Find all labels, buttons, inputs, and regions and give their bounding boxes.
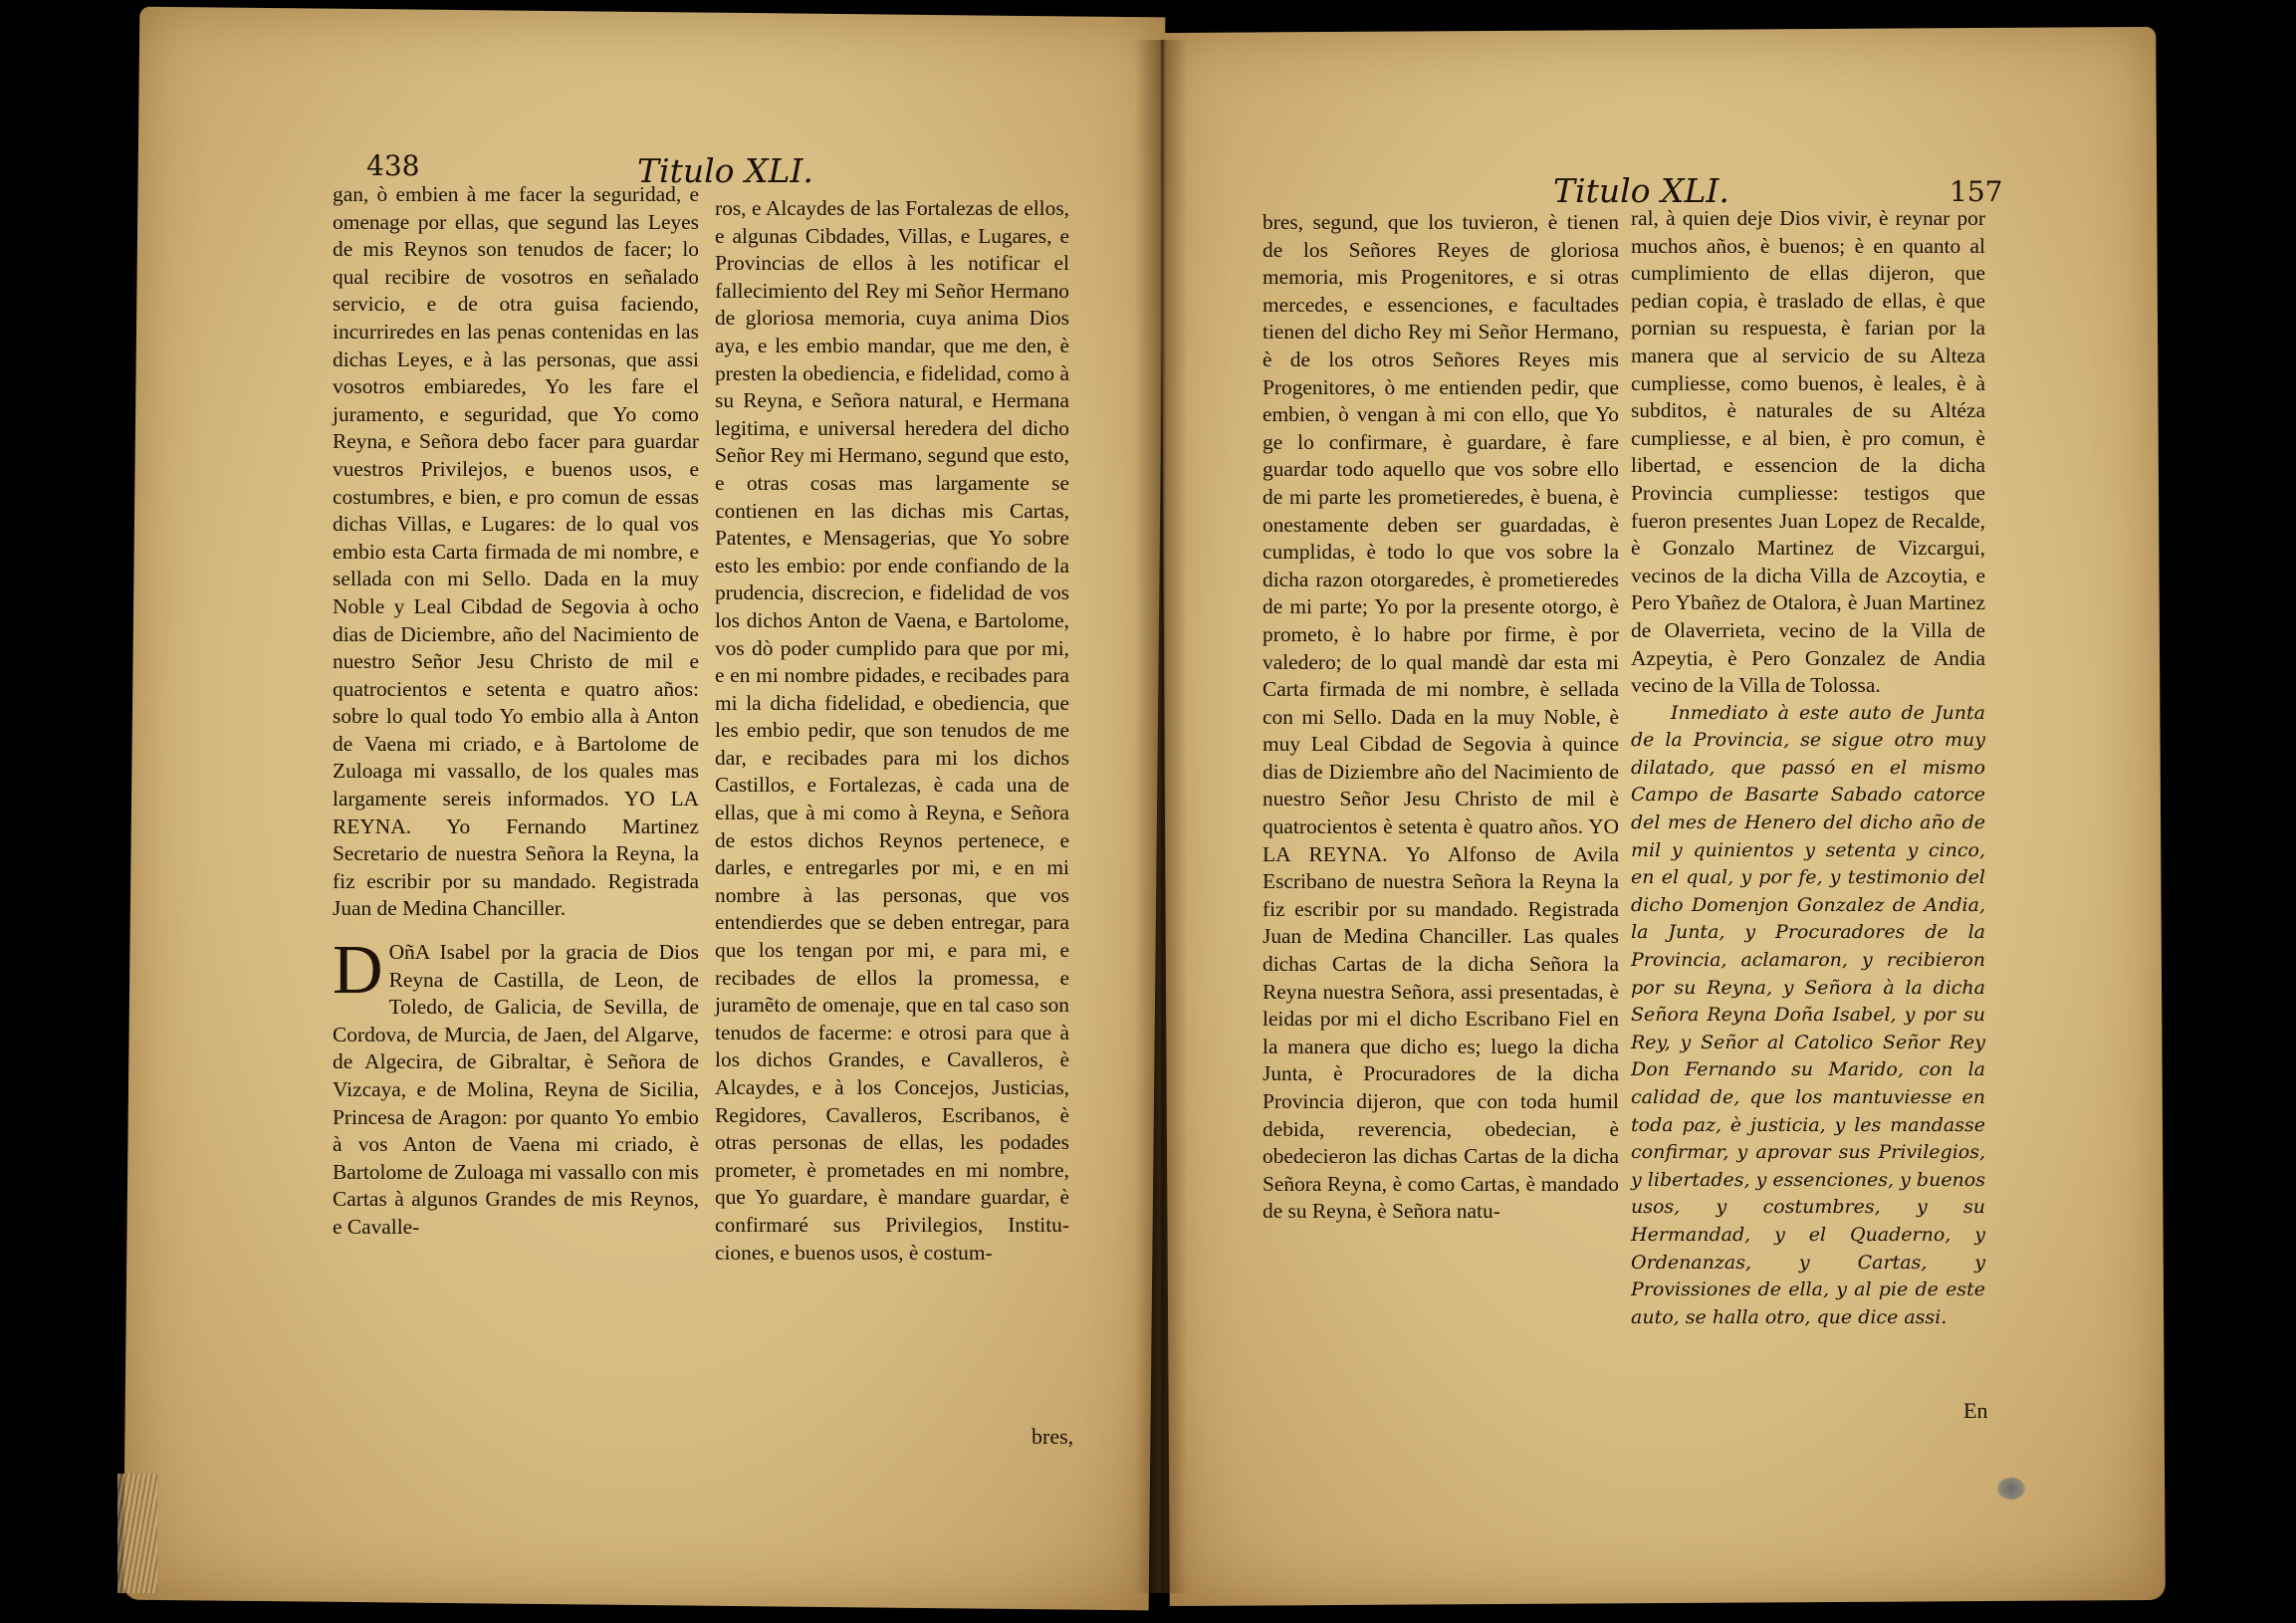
page-edges (117, 1474, 157, 1593)
right-page-column-2 (1631, 205, 1985, 1331)
text-paragraph: gan, ò embien à me facer la seguridad, e omenage por ellas, que segund las Leyes de mis Reynos son tenudos de facer; lo qual recibire de vosotros en señalado servicio, e de otra guisa faciendo, incurriredes en las penas contenidas en las dichas Leyes, e à las personas, que assi vosotros embiaredes, Yo les fare el juramento, e seguridad, que Yo como Reyna, e Señora debo facer para guardar vuestros Privilejos, e buenos usos, e costumbres, e bien, e pro comun de essas dichas Villas, e Lugares: de lo qual vos embio esta Carta firmada de mi nombre, e sellada con mi Sello. Dada en la muy Noble y Leal Cibdad de Segovia à ocho dias de Diciembre, año del Nacimiento de nuestro Señor Jesu Christo de mil e quatrocientos e setenta e quatro años: sobre lo qual todo Yo embio alla à Anton de Vaena mi criado, e à Bartolome de Zuloaga mi vassallo, de los quales mas largamente sereis informados. YO LA REYNA. Yo Fernando Martinez Secretario de nuestra Señora la Reyna, la fiz escribir por su mandado. Registrada Juan de Medina Chanciller. (333, 182, 699, 921)
dropcap-letter: D (333, 932, 383, 1010)
text-paragraph: bres, segund, que los tuvieron, è tienen de los Señores Reyes de gloriosa memoria, mis Progenitores, e si otras mercedes, e essenciones, e facultades tienen del dicho Rey mi Señor Hermano, è de los otros Señores Reyes mis Progenitores, ò me entienden pedir, que embien, ò vengan à mi con ello, que Yo ge lo confirmare, è guardare, è fare guardar todo aquello que vos sobre ello de mi parte les prometieredes, è buena, è onestamente deben ser guardadas, è cumplidas, è todo lo que vos sobre la dicha razon otorgaredes, è prometieredes de mi parte; Yo por la presente otorgo, è prometo, è lo habre por firme, è por valedero; de lo qual mandè dar esta mi Carta firmada de mi nombre, è sellada con mi Sello. Dada en la muy Noble, è muy Leal Cibdad de Segovia à quince dias de Diziembre año del Nacimiento de nuestro Señor Jesu Christo de mil è quatrocientos è setenta è quatro años. YO LA REYNA. Yo Alfonso de Avila Escribano de nuestra Señora la Reyna la fiz escribir por su mandado. Registrada Juan de Medina Chanciller. Las quales dichas Cartas de la dicha Señora la Reyna nuestra Señora, assi presentadas, è leidas por mi el dicho Escribano Fiel en la manera que dicho es; luego la dicha Junta, è Procuradores de la dicha Provincia dijeron, que con toda humil debida, reverencia, obedecian, è obedecieron las dichas Cartas de la dicha Señora Reyna, è como Cartas, è mandado de su Reyna, è Señora natu- (1263, 210, 1619, 1224)
text-paragraph: ral, à quien deje Dios vivir, è reynar por muchos años, è buenos; è en quanto al cumplimiento de ellas dijeron, que pedian copia, è traslado de ellas, è que pornian su respuesta, è farian por la manera que al servicio de su Alteza cumpliesse, como buenos, è leales, è à subditos, è naturales de su Altéza cumpliesse, e al bien, è pro comun, è libertad, e essencion de la dicha Provincia cumpliesse: testigos que fueron presentes Juan Lopez de Recalde, è Gonzalo Martinez de Vizcargui, vecinos de la dicha Villa de Azcoytia, e Pero Ybañez de Otalora, è Juan Martinez de Olaverrieta, vecino de la Villa de Azpeytia, è Pero Gonzalez de Andia vecino de la Villa de Tolossa. (1631, 206, 1985, 698)
right-page-column-1 (1263, 209, 1619, 1226)
left-running-title: Titulo XLI. (637, 151, 813, 190)
book-gutter (1135, 40, 1187, 1593)
right-page-number: 157 (1950, 175, 2003, 208)
text-paragraph: OñA Isabel por la gracia de Dios Reyna de Castilla, de Leon, de Toledo, de Galicia, de Sevilla, de Cordova, de Murcia, de Jaen, del Algarve, de Algecira, de Gibraltar, è Señora de Vizcaya, e de Molina, Reyna de Sicilia, Princesa de Aragon: por quanto Yo embio à vos Anton de Vaena mi criado, è Bartolome de Zuloaga mi vassallo con mis Cartas à algunos Grandes de mis Reynos, e Cavalle- (333, 940, 699, 1239)
text-paragraph: ros, e Alcaydes de las Fortalezas de ellos, e algunas Cibdades, Villas, e Lugares, e Provincias de ellos à les notificar el fallecimiento del Rey mi Señor Hermano de gloriosa memoria, cuya anima Dios aya, e les embio mandar, que me den, è presten la obediencia, e fidelidad, como à su Reyna, e Señora natural, e Hermana legitima, e universal heredera del dicho Señor Rey mi Hermano, segund que esto, e otras cosas mas largamente se contienen en las dichas mis Cartas, Patentes, e Mensagerias, que Yo sobre esto les embio: por ende confiando de la prudencia, discrecion, e fidelidad de vos los dichos Anton de Vaena, e Bartolome, vos dò poder cumplido para que por mi, e en mi nombre pidades, e recibades para mi la dicha fidelidad, e obediencia, que les embio pedir, que son tenudos de me dar, e recibades para mi los dichos Castillos, e Fortalezas, è cada una de ellas, que à mi como à Reyna, e Señora de estos dichos Reynos pertenece, e darles, e entregarles por mi, e en mi nombre à las personas, que vos entendierdes que se deben entregar, para que los tengan por mi, e para mi, e recibades de ellos la promessa, e juramẽto de omenaje, que en tal caso son tenudos de facerme: e otrosi para que à los dichos Grandes, e Cavalleros, è Alcaydes, e à los Concejos, Justicias, Regidores, Cavalleros, Escribanos, è otras personas de ellas, les podades prometer, è prometades en mi nombre, que Yo guardare, è mandare guardar, è confirmaré sus Privilegios, Institu-ciones, e buenos usos, è costum- (715, 196, 1069, 1265)
text-paragraph-with-dropcap (333, 932, 699, 1242)
left-page-column-2 (715, 195, 1069, 1267)
left-page-number: 438 (366, 149, 420, 182)
right-catchword: En (1963, 1398, 1988, 1423)
left-page-column-1 (333, 181, 699, 1242)
left-catchword: bres, (1032, 1424, 1074, 1449)
right-running-title: Titulo XLI. (1553, 171, 1729, 210)
italic-summary-paragraph: Inmediato à este auto de Junta de la Provincia, se sigue otro muy dilatado, que passó en el mismo Campo de Basarte Sabado catorce del mes de Henero del dicho año de mil y quinientos y setenta y cinco, en el qual, y por fe, y testimonio del dicho Domenjon Gonzalez de Andia, la Junta, y Procuradores de la Provincia, aclamaron, y recibieron por su Reyna, y Señora à la dicha Señora Reyna Doña Isabel, y por su Rey, y Señor al Catolico Señor Rey Don Fernando su Marido, con la calidad de, que los mantuviesse en toda paz, è justicia, y les mandasse confirmar, y aprovar sus Privilegios, y libertades, y essenciones, y buenos usos, y costumbres, y su Hermandad, y el Quaderno, y Ordenanzas, y Cartas, y Provissiones de ella, y al pie de este auto, se halla otro, que dice assi. (1631, 701, 1985, 1328)
page-stain (1997, 1478, 2025, 1500)
